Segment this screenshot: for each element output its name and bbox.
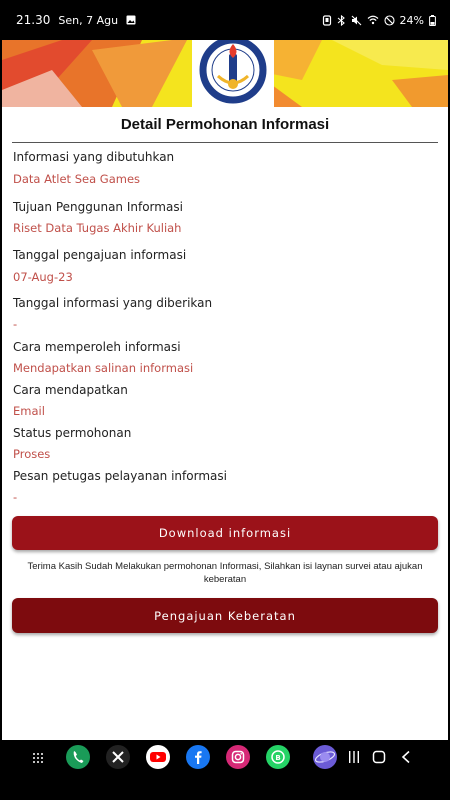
field-label: Status permohonan [13,426,132,440]
battery-icon [429,15,436,26]
whatsapp-business-icon[interactable] [266,745,290,769]
phone-icon[interactable] [66,745,90,769]
gallery-icon [126,15,136,25]
field-value: Email [13,404,45,418]
status-time: 21.30 [16,13,51,27]
facebook-icon[interactable] [186,745,210,769]
field-label: Tanggal pengajuan informasi [13,248,187,262]
detail-content [2,107,448,633]
field-cara-memperoleh [12,340,438,375]
status-bar [0,0,450,40]
field-value: - [13,490,18,504]
pengajuan-keberatan-button[interactable]: Pengajuan Keberatan [12,598,438,633]
status-date: Sen, 7 Agu [58,13,119,27]
ministry-logo-icon [192,40,274,107]
wifi-icon [367,15,379,25]
header-banner [2,40,448,107]
download-button[interactable]: Download informasi [12,516,438,550]
battery-percentage: 24% [399,13,424,27]
field-label: Informasi yang dibutuhkan [13,150,175,164]
svg-text:B: B [275,754,281,762]
field-label: Cara memperoleh informasi [13,340,181,354]
youtube-icon[interactable] [146,745,170,769]
field-value: - [13,317,18,331]
internet-icon[interactable] [313,745,337,769]
field-label: Tanggal informasi yang diberikan [13,296,213,310]
home-icon[interactable] [372,750,386,764]
field-label: Pesan petugas pelayanan informasi [13,469,227,483]
bluetooth-icon [337,15,346,26]
field-pesan-petugas [12,469,438,504]
back-icon[interactable] [400,750,412,764]
dnd-icon [384,15,395,26]
field-informasi [12,150,438,186]
field-value: Data Atlet Sea Games [13,172,141,186]
field-value: Mendapatkan salinan informasi [13,361,194,375]
field-value: Riset Data Tugas Akhir Kuliah [13,221,182,235]
page-title: Detail Permohonan Informasi [12,107,438,143]
notice-text: Terima Kasih Sudah Melakukan permohonan Informasi, Silahkan isi laynan survei atau ajukan keberatan [27,561,423,585]
field-tujuan [12,200,438,235]
alarm-icon [322,15,332,26]
field-value: 07-Aug-23 [13,270,73,284]
field-label: Cara mendapatkan [13,383,128,397]
instagram-icon[interactable] [226,745,250,769]
status-value: Proses [13,447,51,461]
field-status [12,426,438,461]
field-tanggal-pengajuan [12,248,438,284]
mute-icon [351,15,362,26]
field-label: Tujuan Penggunan Informasi [13,200,183,214]
field-tanggal-diberikan [12,296,438,331]
app-drawer-icon[interactable] [32,752,44,764]
navigation-bar [0,740,450,800]
recent-apps-icon[interactable] [347,750,361,764]
field-cara-mendapatkan [12,383,438,418]
app-window [2,40,448,740]
x-icon[interactable] [106,745,130,769]
